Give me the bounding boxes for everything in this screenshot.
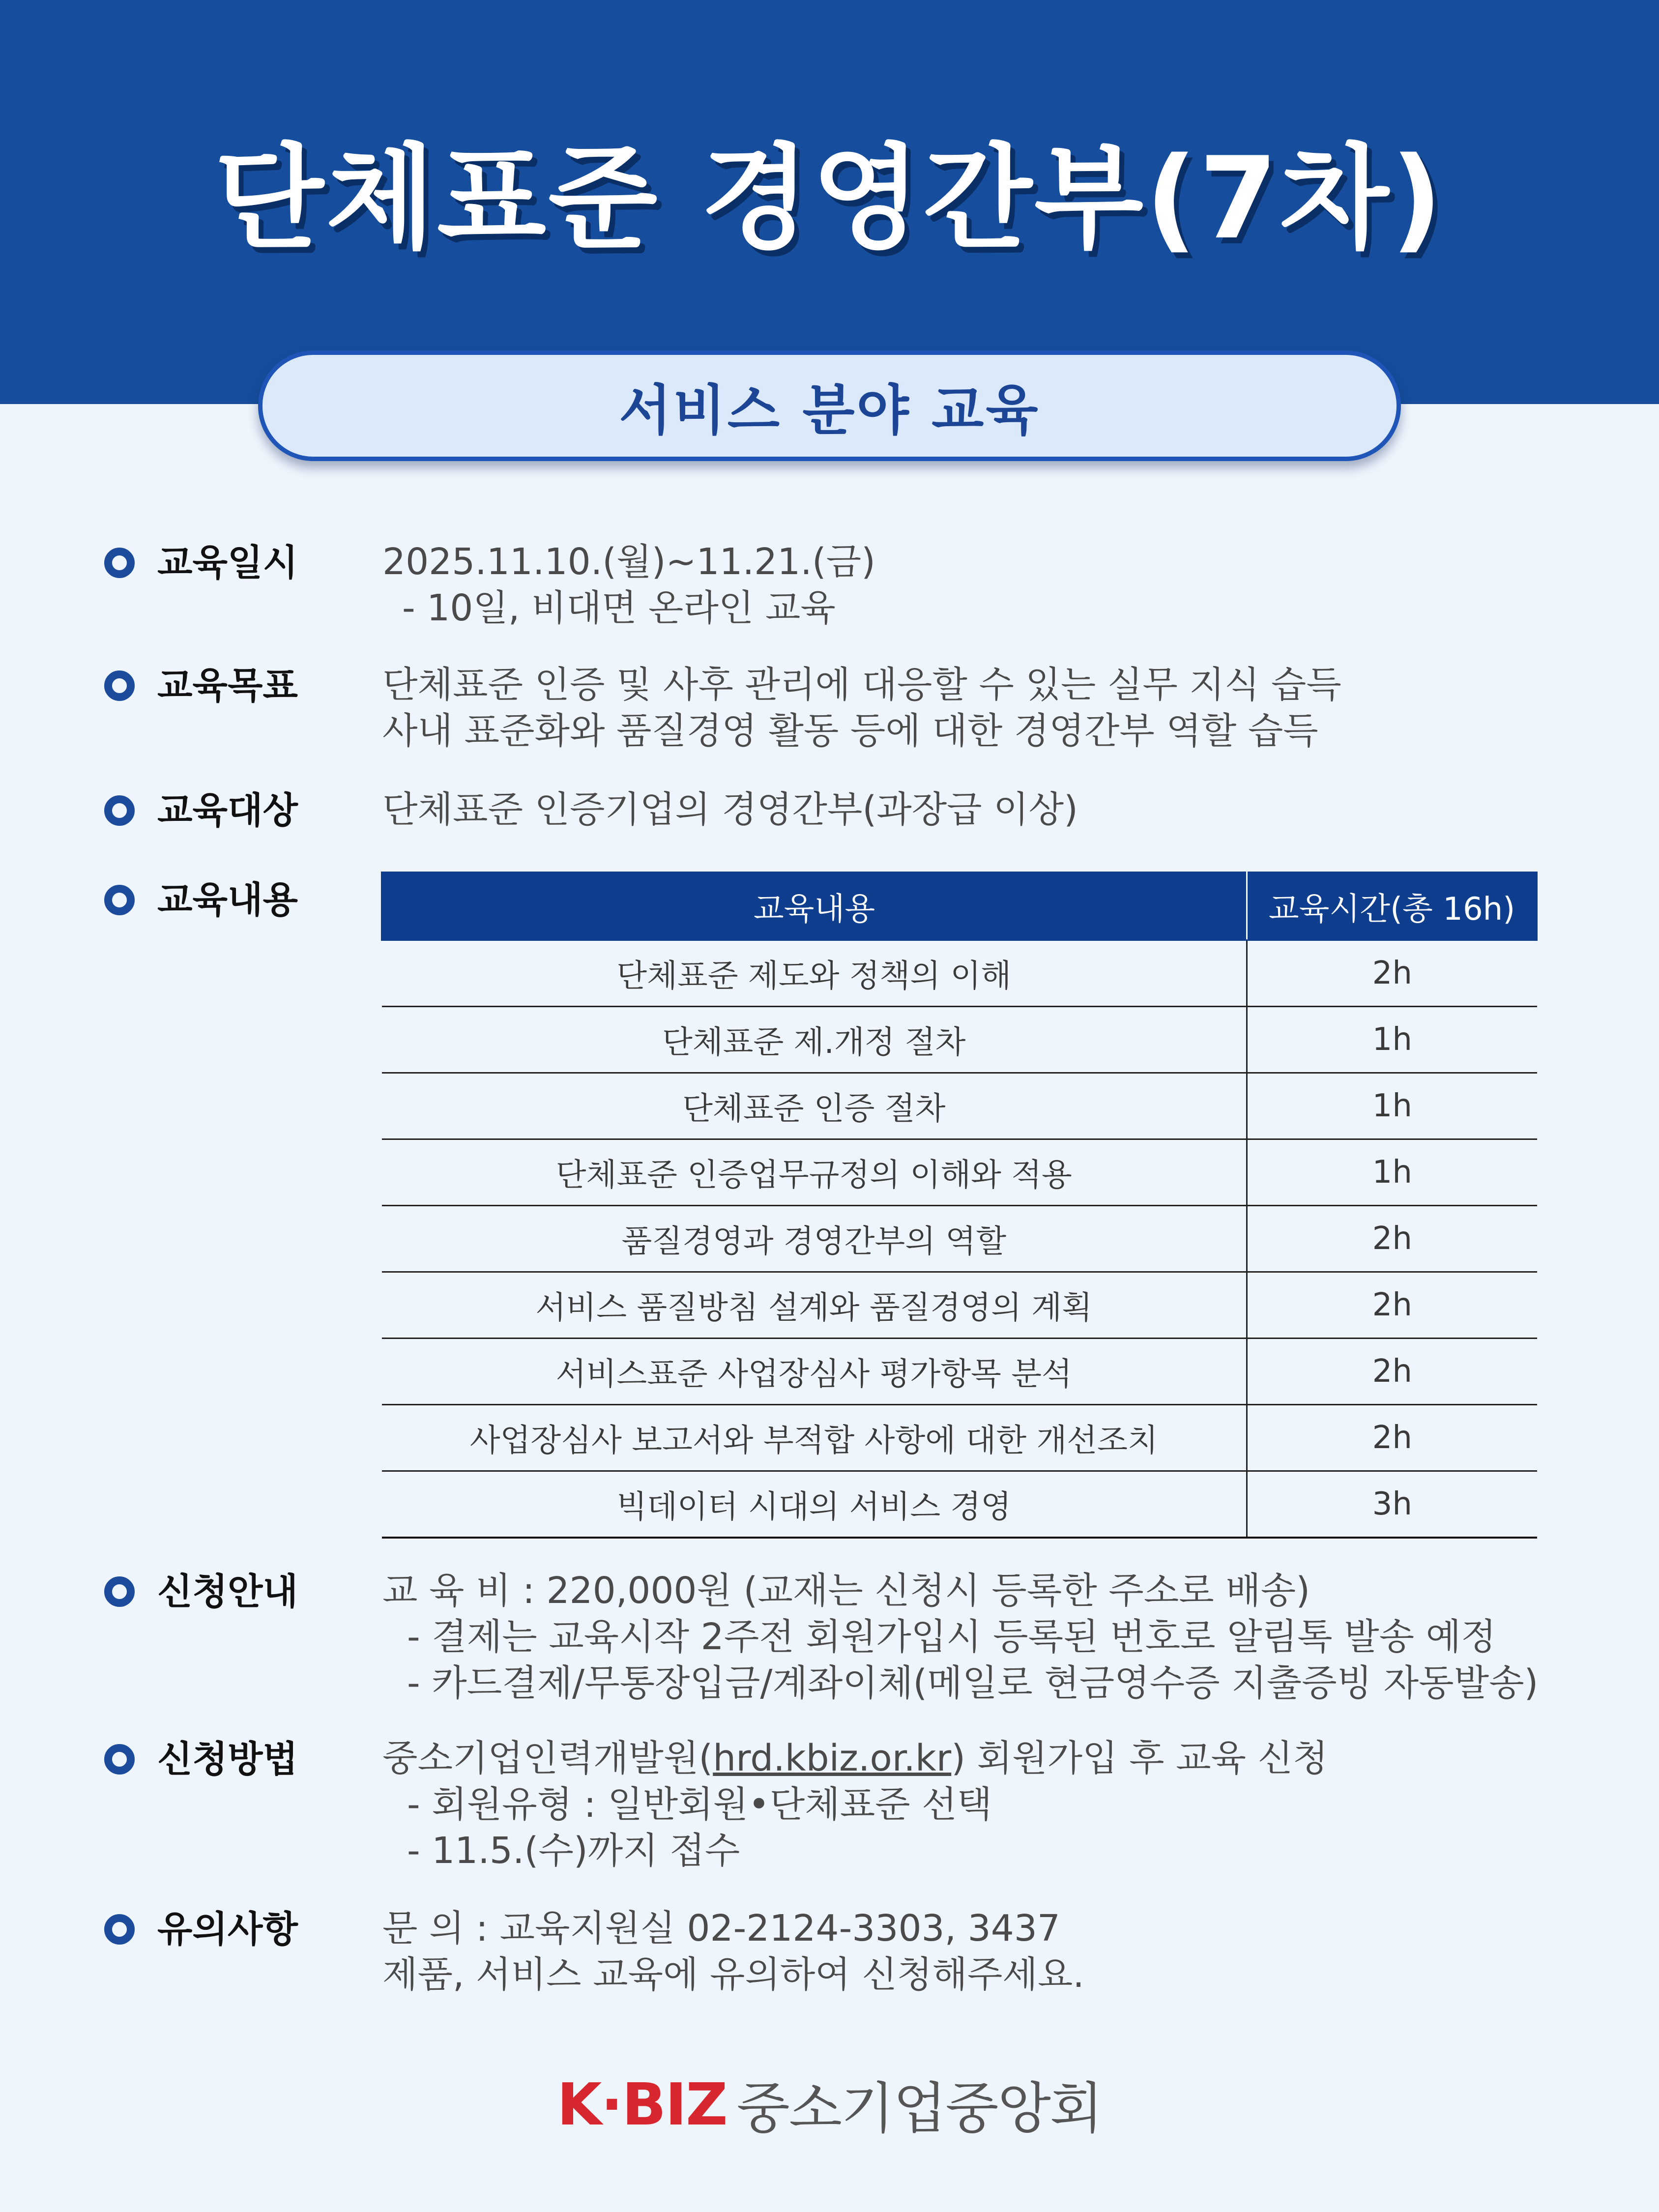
- course-hours: 2h: [1247, 940, 1537, 1007]
- table-row: [382, 1073, 1537, 1139]
- section-label-goal: 교육목표: [157, 665, 298, 707]
- course-hours: 2h: [1247, 1339, 1537, 1405]
- method-text: [382, 1735, 1328, 1874]
- bullet-ring-icon: [104, 1576, 135, 1607]
- table-row: [382, 1206, 1537, 1272]
- target-text: [382, 786, 1078, 833]
- goal-text: [382, 662, 1341, 754]
- course-hours: 2h: [1247, 1405, 1537, 1471]
- schedule-line-1: 2025.11.10.(월)~11.21.(금): [382, 541, 876, 583]
- course-title: 품질경영과 경영간부의 역할: [382, 1206, 1247, 1272]
- page-title: 단체표준 경영간부(7차): [214, 133, 1445, 264]
- method-suffix: ) 회원가입 후 교육 신청: [951, 1737, 1328, 1779]
- curriculum-table: [381, 872, 1538, 1539]
- notes-text: [382, 1905, 1084, 1998]
- course-title: 서비스 품질방침 설계와 품질경영의 계획: [382, 1272, 1247, 1339]
- schedule-line-2: - 10일, 비대면 온라인 교육: [402, 587, 836, 629]
- bullet-ring-icon: [104, 670, 135, 701]
- table-row: [382, 1405, 1537, 1471]
- bullet-ring-icon: [104, 1914, 135, 1945]
- application-fee: 교 육 비 : 220,000원 (교재는 신청시 등록한 주소로 배송): [382, 1570, 1310, 1612]
- course-title: 단체표준 인증 절차: [382, 1073, 1247, 1139]
- course-hours: 2h: [1247, 1206, 1537, 1272]
- bullet-ring-icon: [104, 795, 135, 826]
- schedule-text: [382, 539, 875, 631]
- goal-line-1: 단체표준 인증 및 사후 관리에 대응할 수 있는 실무 지식 습득: [382, 664, 1341, 706]
- course-title: 사업장심사 보고서와 부적합 사항에 대한 개선조치: [382, 1405, 1247, 1471]
- method-line-1: [382, 1735, 1328, 1781]
- table-row: [382, 1139, 1537, 1206]
- table-row: [382, 1339, 1537, 1405]
- target-line-1: 단체표준 인증기업의 경영간부(과장급 이상): [382, 788, 1078, 831]
- table-header-hours: 교육시간(총 16h): [1247, 873, 1537, 940]
- application-line-2: - 결제는 교육시작 2주전 회원가입시 등록된 번호로 알림톡 발송 예정: [407, 1616, 1496, 1658]
- bullet-ring-icon: [104, 1744, 135, 1775]
- subtitle-text: 서비스 분야 교육: [619, 378, 1040, 442]
- section-label-notes: 유의사항: [157, 1908, 298, 1950]
- table-header-content: 교육내용: [382, 873, 1247, 940]
- course-hours: 1h: [1247, 1007, 1537, 1073]
- course-title: 단체표준 제.개정 절차: [382, 1007, 1247, 1073]
- course-title: 단체표준 인증업무규정의 이해와 적용: [382, 1139, 1247, 1206]
- table-row: [382, 1471, 1537, 1538]
- course-title: 빅데이터 시대의 서비스 경영: [382, 1471, 1247, 1538]
- course-hours: 2h: [1247, 1272, 1537, 1339]
- application-line-3: - 카드결제/무통장입금/계좌이체(메일로 현금영수증 지출증빙 자동발송): [407, 1662, 1539, 1704]
- hrd-site-link[interactable]: hrd.kbiz.or.kr: [713, 1737, 952, 1779]
- kbiz-logo-name: 중소기업중앙회: [736, 2077, 1103, 2141]
- goal-line-2: 사내 표준화와 품질경영 활동 등에 대한 경영간부 역할 습득: [382, 710, 1318, 752]
- notes-line-2: 제품, 서비스 교육에 유의하여 신청해주세요.: [382, 1953, 1084, 1996]
- section-label-content: 교육내용: [157, 879, 298, 921]
- method-line-3: - 11.5.(수)까지 접수: [407, 1830, 740, 1872]
- table-row: [382, 1272, 1537, 1339]
- section-label-target: 교육대상: [157, 789, 298, 832]
- kbiz-logo-mark: K·BIZ: [556, 2070, 727, 2138]
- table-header-row: [382, 873, 1537, 940]
- section-label-schedule: 교육일시: [157, 542, 298, 584]
- notes-line-1: 문 의 : 교육지원실 02-2124-3303, 3437: [382, 1907, 1060, 1950]
- table-row: [382, 940, 1537, 1007]
- method-line-2: - 회원유형 : 일반회원•단체표준 선택: [407, 1783, 992, 1826]
- course-title: 서비스표준 사업장심사 평가항목 분석: [382, 1339, 1247, 1405]
- course-hours: 3h: [1247, 1471, 1537, 1538]
- bullet-ring-icon: [104, 548, 135, 578]
- section-label-method: 신청방법: [157, 1738, 298, 1780]
- course-hours: 1h: [1247, 1139, 1537, 1206]
- section-label-application: 신청안내: [157, 1571, 298, 1613]
- application-text: [382, 1568, 1538, 1706]
- bullet-ring-icon: [104, 885, 135, 915]
- kbiz-logo: [0, 2065, 1659, 2144]
- subtitle-banner: [258, 350, 1401, 461]
- course-hours: 1h: [1247, 1073, 1537, 1139]
- course-title: 단체표준 제도와 정책의 이해: [382, 940, 1247, 1007]
- method-prefix: 중소기업인력개발원(: [382, 1737, 713, 1779]
- table-row: [382, 1007, 1537, 1073]
